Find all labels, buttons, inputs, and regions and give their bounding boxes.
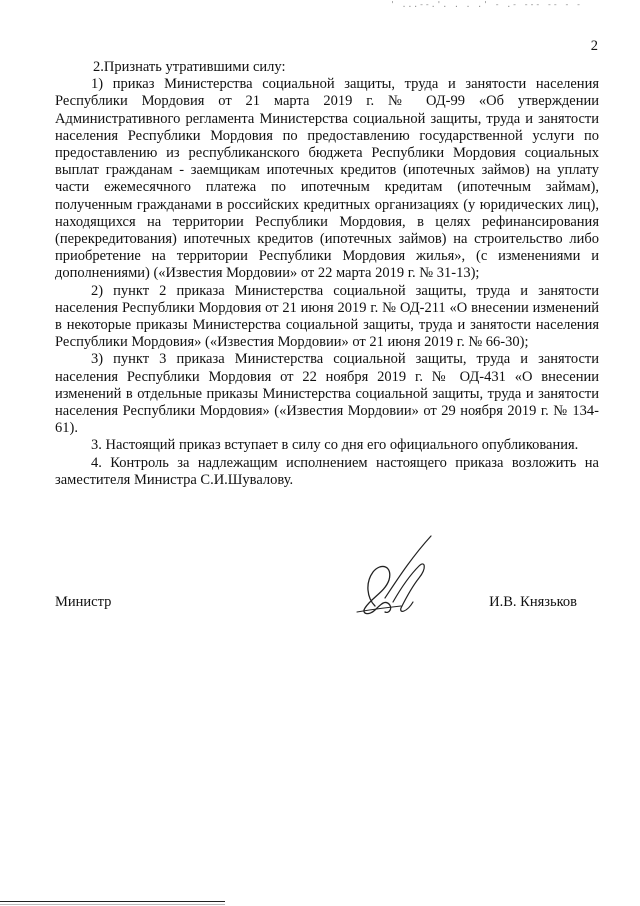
footer-rule bbox=[0, 901, 225, 902]
paragraph-revoke-item-3: 3) пункт 3 приказа Министерства социальной защиты, труда и занятости населения Республики Мордовия от 22 ноября 2019 г. № ОД-431 «О внесении изменений в отдельные приказы Министерства социальной защиты, труда и занятости населения Республики Мордовия» («Известия Мордовии» от 29 ноября 2019 г. № 134-61). bbox=[55, 351, 599, 437]
scan-artifact-header: ' ...--.'. . . .' - .- --- -- - - bbox=[390, 0, 582, 9]
paragraph-revoke-item-2: 2) пункт 2 приказа Министерства социальной защиты, труда и занятости населения Республики Мордовия от 21 июня 2019 г. № ОД-211 «О внесении изменений в некоторые приказы Министерства социальной защиты, труда и занятости населения Республики Мордовия» («Известия Мордовии» от 21 июня 2019 г. № 66-30); bbox=[55, 282, 599, 351]
signatory-title: Министр bbox=[55, 594, 112, 610]
paragraph-revoke-heading: 2.Признать утратившими силу: bbox=[93, 59, 286, 75]
document-body bbox=[55, 59, 599, 489]
page-number: 2 bbox=[590, 38, 598, 54]
paragraph-effective-date: 3. Настоящий приказ вступает в силу со дня его официального опубликования. bbox=[91, 437, 579, 454]
paragraph-revoke-item-1: 1) приказ Министерства социальной защиты, труда и занятости населения Республики Мордовия от 21 марта 2019 г. № ОД-99 «Об утверждении Административного регламента Министерства социальной защиты, труда и занятости населения Республики Мордовия по предоставлению государственной услуги по предоставлению из республиканского бюджета Республики Мордовия социальных выплат гражданам - заемщикам ипотечных кредитов (ипотечных займов) на уплату части ежемесячного платежа по ипотечным кредитам (ипотечным займам), полученным гражданами в российских кредитных организациях (у юридических лиц), находящихся на территории Республики Мордовия, в целях рефинансирования (перекредитования) ипотечных кредитов (ипотечных займов) на строительство либо приобретение на территории Республики Мордовия жилья», (с изменениями и дополнениями) («Известия Мордовии» от 22 марта 2019 г. № 31-13); bbox=[55, 76, 599, 282]
paragraph-control: 4. Контроль за надлежащим исполнением настоящего приказа возложить на заместителя Министра С.И.Шувалову. bbox=[55, 454, 599, 488]
signature-block bbox=[55, 594, 599, 616]
footer-rule-shadow bbox=[0, 904, 225, 905]
signatory-name: И.В. Князьков bbox=[489, 594, 577, 610]
